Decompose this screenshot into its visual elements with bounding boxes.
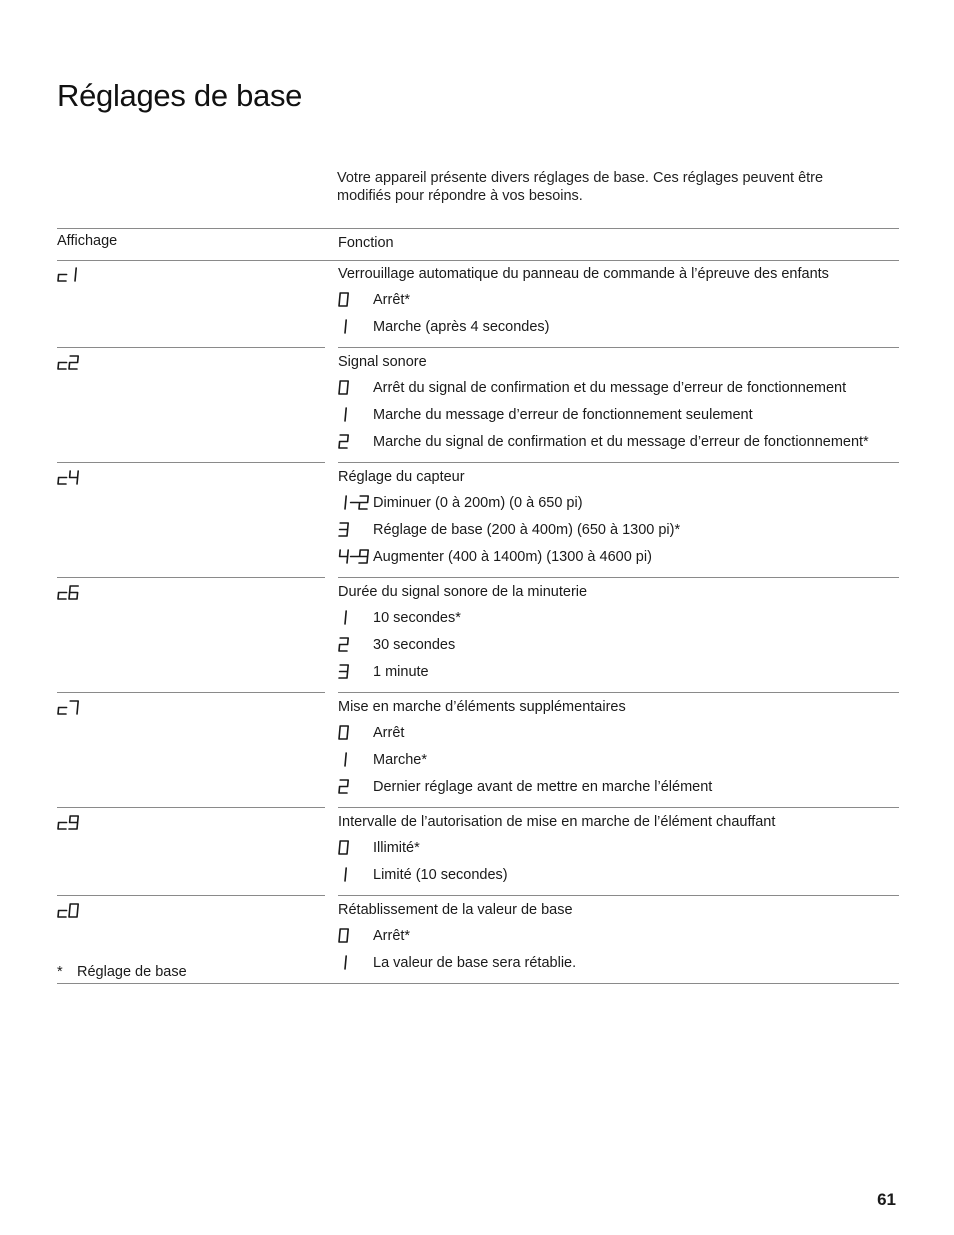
display-code bbox=[57, 354, 87, 372]
option-value bbox=[338, 521, 372, 539]
option-value bbox=[338, 548, 372, 566]
option-value-glyph bbox=[338, 379, 372, 397]
header-display: Affichage bbox=[57, 233, 118, 249]
option-value bbox=[338, 866, 372, 884]
table-row bbox=[57, 348, 899, 463]
intro-paragraph: Votre appareil présente divers réglages de base. Ces réglages peuvent être modifiés pour répondre à vos besoins. bbox=[337, 170, 824, 204]
function-title: Rétablissement de la valeur de base bbox=[338, 902, 573, 918]
option-value-glyph bbox=[338, 663, 372, 681]
option-text: Arrêt* bbox=[373, 292, 411, 308]
option-value bbox=[338, 636, 372, 654]
display-code-glyph bbox=[57, 699, 91, 717]
option-value-glyph bbox=[338, 839, 372, 857]
option-text: Arrêt du signal de confirmation et du message d’erreur de fonctionnement bbox=[373, 380, 847, 396]
option-value-glyph bbox=[338, 751, 372, 769]
option-value bbox=[338, 663, 372, 681]
option-text: Marche (après 4 secondes) bbox=[373, 319, 550, 335]
display-code-glyph bbox=[57, 469, 91, 487]
option-value bbox=[338, 379, 372, 397]
display-code bbox=[57, 699, 87, 717]
option-value-glyph bbox=[338, 406, 372, 424]
option-value bbox=[338, 291, 372, 309]
option-text: Arrêt bbox=[373, 725, 405, 741]
footnote bbox=[57, 964, 187, 980]
footnote-text: Réglage de base bbox=[77, 964, 187, 980]
function-title: Durée du signal sonore de la minuterie bbox=[338, 584, 588, 600]
header-function: Fonction bbox=[338, 235, 394, 251]
option-value bbox=[338, 751, 372, 769]
table-row bbox=[57, 578, 899, 693]
option-value-glyph bbox=[338, 866, 372, 884]
option-text: La valeur de base sera rétablie. bbox=[373, 955, 577, 971]
option-value bbox=[338, 839, 372, 857]
table-bottom-rule bbox=[57, 983, 899, 984]
option-value-glyph bbox=[338, 636, 372, 654]
table-body bbox=[57, 261, 899, 984]
option-text: Limité (10 secondes) bbox=[373, 867, 508, 883]
table-row bbox=[57, 693, 899, 808]
display-code bbox=[57, 902, 87, 920]
option-value bbox=[338, 406, 372, 424]
option-text: Illimité* bbox=[373, 840, 420, 856]
option-text: Augmenter (400 à 1400m) (1300 à 4600 pi) bbox=[373, 549, 652, 565]
option-value-glyph bbox=[338, 724, 372, 742]
display-code-glyph bbox=[57, 266, 91, 284]
table-row bbox=[57, 261, 899, 348]
option-value-glyph bbox=[338, 548, 372, 566]
option-value bbox=[338, 433, 372, 451]
option-text: Marche du signal de confirmation et du message d’erreur de fonctionnement* bbox=[373, 434, 869, 450]
display-code-glyph bbox=[57, 902, 91, 920]
option-text: Arrêt* bbox=[373, 928, 411, 944]
option-value bbox=[338, 954, 372, 972]
option-value-glyph bbox=[338, 954, 372, 972]
option-value bbox=[338, 778, 372, 796]
option-text: Marche du message d’erreur de fonctionnement seulement bbox=[373, 407, 753, 423]
option-text: Marche* bbox=[373, 752, 427, 768]
display-code-glyph bbox=[57, 354, 91, 372]
function-title: Signal sonore bbox=[338, 354, 427, 370]
option-value-glyph bbox=[338, 433, 372, 451]
option-value bbox=[338, 724, 372, 742]
option-value-glyph bbox=[338, 778, 372, 796]
option-text: Dernier réglage avant de mettre en marche l’élément bbox=[373, 779, 713, 795]
option-text: Diminuer (0 à 200m) (0 à 650 pi) bbox=[373, 495, 583, 511]
intro-text bbox=[337, 169, 877, 205]
option-value bbox=[338, 318, 372, 336]
option-text: 10 secondes* bbox=[373, 610, 461, 626]
option-value-glyph bbox=[338, 927, 372, 945]
settings-table bbox=[57, 228, 899, 984]
option-value bbox=[338, 494, 372, 512]
function-title: Réglage du capteur bbox=[338, 469, 465, 485]
table-row bbox=[57, 808, 899, 896]
option-value bbox=[338, 927, 372, 945]
table-header bbox=[57, 228, 899, 261]
footnote-marker: * bbox=[57, 964, 63, 980]
option-value-glyph bbox=[338, 318, 372, 336]
option-value-glyph bbox=[338, 291, 372, 309]
option-text: 1 minute bbox=[373, 664, 429, 680]
display-code bbox=[57, 814, 87, 832]
option-value bbox=[338, 609, 372, 627]
display-code bbox=[57, 584, 87, 602]
function-title: Intervalle de l’autorisation de mise en marche de l’élément chauffant bbox=[338, 814, 776, 830]
display-code bbox=[57, 266, 87, 284]
function-title: Mise en marche d’éléments supplémentaires bbox=[338, 699, 626, 715]
display-code bbox=[57, 469, 87, 487]
function-title: Verrouillage automatique du panneau de commande à l’épreuve des enfants bbox=[338, 266, 829, 282]
display-code-glyph bbox=[57, 814, 91, 832]
page-title: Réglages de base bbox=[57, 78, 303, 113]
page-number: 61 bbox=[877, 1190, 896, 1209]
option-value-glyph bbox=[338, 494, 372, 512]
option-text: Réglage de base (200 à 400m) (650 à 1300 pi)* bbox=[373, 522, 681, 538]
option-value-glyph bbox=[338, 521, 372, 539]
option-value-glyph bbox=[338, 609, 372, 627]
option-text: 30 secondes bbox=[373, 637, 456, 653]
table-row bbox=[57, 463, 899, 578]
display-code-glyph bbox=[57, 584, 91, 602]
